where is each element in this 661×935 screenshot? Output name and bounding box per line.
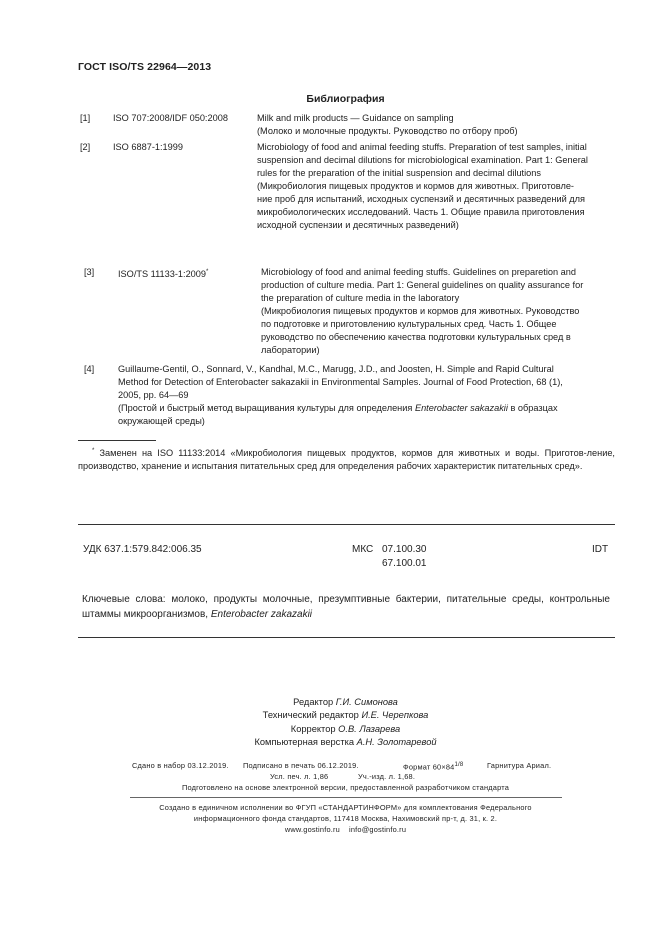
ref-text: Milk and milk products — Guidance on sampling (Молоко и молочные продукты. Руководство по отбору проб) xyxy=(257,113,518,136)
divider xyxy=(78,524,615,525)
ref-text: Microbiology of food and animal feeding stuffs. Preparation of test samples, initial suspension and decimal dilutions for microbiological examination. Part 1: General rules for the preparation of the initial suspension and decimal dilutions (Микробиология пищевых продуктов и кормов для животных. Приготовле- ние проб для испытаний, исходных суспензий и десятичных разведений для микробиологических исследований. Часть 1. Общие правила приготовления исходной суспензии и десятичных разведений) xyxy=(257,142,588,230)
ref-text: Guillaume-Gentil, O., Sonnard, V., Kandhal, M.C., Marugg, J.D., and Joosten, H. Simple and Rapid Cultural Method for Detection of Enterobacter sakazakii in Environmental Samples. Journal of Food Protection, 68 (1), 2005, pp. 64—69 (Простой и быстрый метод выращивания культуры для определения Enterobacter sakazakii в образцах окружающей среды) xyxy=(118,364,563,426)
credit-line: Редактор Г.И. Симонова xyxy=(293,697,398,707)
keywords: Ключевые слова: молоко, продукты молочные, презумптивные бактерии, питательные среды, контрольные штаммы микроорганизмов, Enterobacter zakazakii xyxy=(82,594,610,620)
mks-code: 07.100.30 xyxy=(382,544,427,555)
print-submitted: Сдано в набор 03.12.2019. xyxy=(132,761,229,770)
publisher-contacts xyxy=(0,824,661,835)
ref-number: [3] xyxy=(84,267,95,277)
mks-label: МКС xyxy=(352,544,374,555)
publisher-address: информационного фонда стандартов, 117418 Москва, Нахимовский пр-т, д. 31, к. 2. xyxy=(193,814,498,823)
mks-code: 67.100.01 xyxy=(382,558,427,569)
print-signed: Подписано в печать 06.12.2019. xyxy=(243,761,359,770)
publisher-line: Создано в единичном исполнении во ФГУП «СТАНДАРТИНФОРМ» для комплектования Федерального xyxy=(159,803,532,812)
print-format: Формат $60\times 84^{1/8}$ xyxy=(403,762,464,772)
ref-number: [1] xyxy=(80,113,91,123)
email-link[interactable]: info@gostinfo.ru xyxy=(349,825,407,834)
footnote-divider xyxy=(78,440,156,441)
credits xyxy=(0,696,661,750)
udk-code: УДК 637.1:579.842:006.35 xyxy=(83,544,202,555)
standard-number: ГОСТ ISO/TS 22964—2013 xyxy=(78,61,212,73)
ref-number: [2] xyxy=(80,142,91,152)
ref-code: ISO/TS 11133-1:2009* xyxy=(118,269,209,280)
divider xyxy=(78,637,615,638)
print-edition-sheets: Уч.-изд. л. 1,68. xyxy=(358,772,416,781)
credit-line: Корректор О.В. Лазарева xyxy=(290,723,401,734)
footnote-mark[interactable]: * xyxy=(206,269,209,275)
ref-number: [4] xyxy=(84,364,95,374)
credit-line: Компьютерная верстка А.Н. Золотаревой xyxy=(254,737,437,748)
idt-label: IDT xyxy=(592,544,609,555)
divider xyxy=(130,797,562,798)
credit-line: Технический редактор И.Е. Черепкова xyxy=(262,710,429,721)
ref-text: Microbiology of food and animal feeding stuffs. Guidelines on preparetion and production of culture media. Part 1: General guidelines on quality assurance for the preparation of culture media in the laboratory (Микробиология пищевых продуктов и кормов для животных. Руководство по подготовке и приготовлению культуральных сред. Часть 1. Общее руководство по обеспечению качества подготовки культуральных сред в лаборатории) xyxy=(261,267,584,355)
print-source-note: Подготовлено на основе электронной версии, предоставленной разработчиком стандарта xyxy=(181,783,510,792)
print-sheets: Усл. печ. л. 1,86 xyxy=(270,772,329,781)
ref-code: ISO 6887-1:1999 xyxy=(113,142,183,152)
print-typeface: Гарнитура Ариал. xyxy=(487,761,552,770)
ref-code: ISO 707:2008/IDF 050:2008 xyxy=(113,113,228,123)
website-link[interactable]: www.gostinfo.ru xyxy=(284,825,340,834)
bibliography-title: Библиография xyxy=(306,93,385,105)
footnote: * Заменен на ISO 11133:2014 «Микробиология пищевых продуктов, кормов для животных и воды. Приготов-ление, производство, хранение и испытания питательных сред для определения рабочих характеристик питательных сред». xyxy=(78,448,615,472)
italic-term: Enterobacter sakazakii xyxy=(414,403,508,413)
